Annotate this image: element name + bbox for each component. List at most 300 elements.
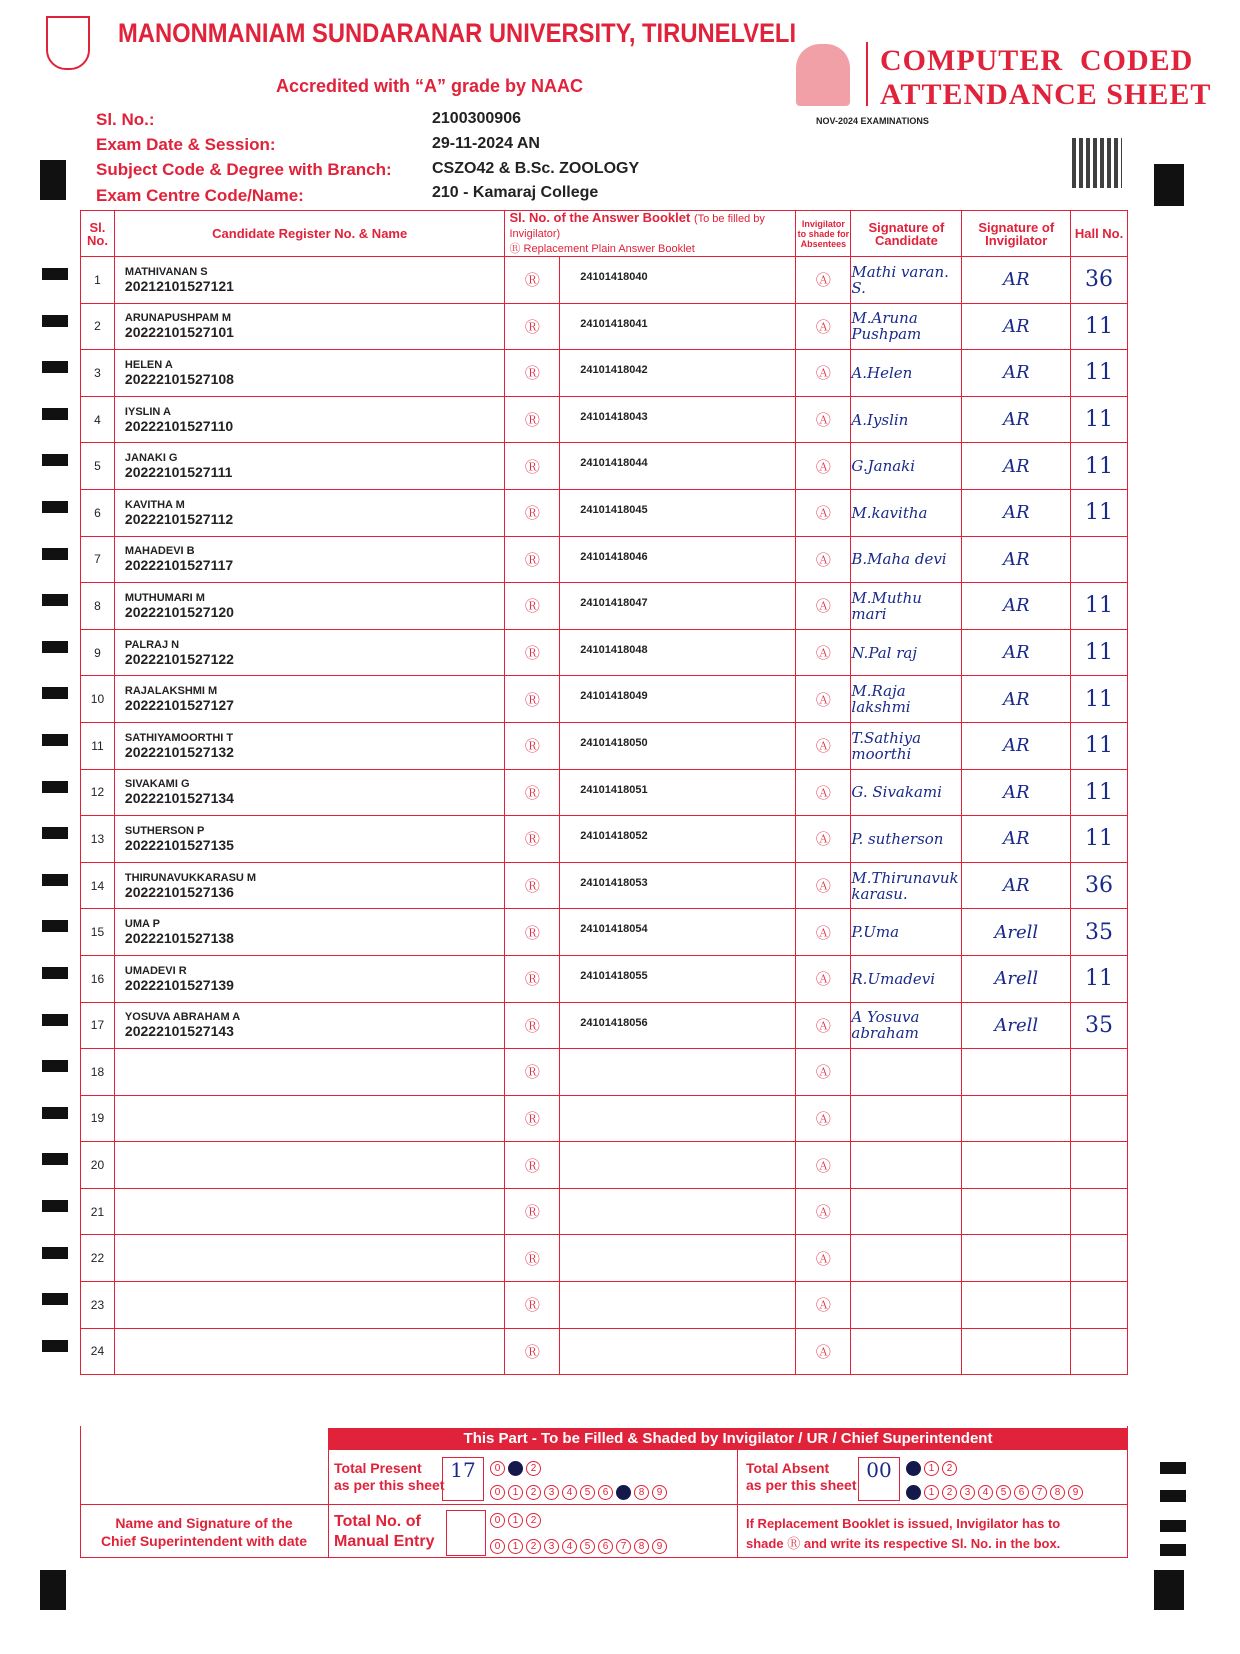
- booklet-no[interactable]: 24101418041: [560, 303, 796, 350]
- invigilator-signature[interactable]: Arell: [962, 955, 1071, 1002]
- timing-mark: [42, 1293, 68, 1305]
- accreditation: Accredited with “A” grade by NAAC: [276, 76, 584, 96]
- timing-mark: [42, 1060, 68, 1072]
- col-booklet: Sl. No. of the Answer Booklet (To be filled by Invigilator) Ⓡ Replacement Plain Answer Booklet: [505, 211, 796, 257]
- timing-mark: [42, 781, 68, 793]
- candidate-signature[interactable]: G.Janaki: [851, 443, 962, 490]
- replacement-bubble[interactable]: Ⓡ: [505, 1188, 560, 1235]
- hall-no[interactable]: 11: [1071, 722, 1128, 769]
- register-no: 20222101527117: [124, 557, 234, 574]
- col-absent: Invigilator to shade for Absentees: [796, 211, 851, 257]
- timing-mark: [42, 315, 68, 327]
- replacement-bubble[interactable]: Ⓡ: [505, 1282, 560, 1329]
- hall-no[interactable]: [1071, 1282, 1128, 1329]
- booklet-no[interactable]: [560, 1328, 796, 1375]
- table-row: [81, 1188, 1128, 1235]
- table-row: [81, 1282, 1128, 1329]
- hall-no[interactable]: 11: [1071, 303, 1128, 350]
- invigilator-signature[interactable]: Arell: [962, 909, 1071, 956]
- centre-value: 210 - Kamaraj College: [432, 184, 599, 201]
- timing-mark: [42, 408, 68, 420]
- row-sl: 18: [81, 1049, 115, 1096]
- table-row: [81, 257, 1128, 304]
- replacement-bubble[interactable]: Ⓡ: [505, 257, 560, 304]
- absent-bubble[interactable]: Ⓐ: [796, 816, 851, 863]
- candidate-name: MUTHUMARI M: [124, 591, 205, 604]
- total-present-box[interactable]: 17: [442, 1457, 484, 1501]
- hall-no[interactable]: 11: [1071, 629, 1128, 676]
- booklet-no[interactable]: 24101418051: [560, 769, 796, 816]
- invigilator-signature[interactable]: [962, 1328, 1071, 1375]
- timing-mark: [42, 734, 68, 746]
- candidate-name: SATHIYAMOORTHI T: [124, 731, 234, 744]
- replacement-bubble[interactable]: Ⓡ: [505, 1002, 560, 1049]
- replacement-bubble[interactable]: Ⓡ: [505, 629, 560, 676]
- candidate-cell: [114, 583, 505, 630]
- candidate-signature[interactable]: M.Aruna Pushpam: [851, 303, 962, 350]
- absent-bubble[interactable]: Ⓐ: [796, 676, 851, 723]
- booklet-no[interactable]: 24101418053: [560, 862, 796, 909]
- invigilator-signature[interactable]: [962, 1282, 1071, 1329]
- register-no: 20222101527120: [124, 603, 234, 620]
- hall-no[interactable]: 11: [1071, 769, 1128, 816]
- candidate-signature[interactable]: A Yosuva abraham: [851, 1002, 962, 1049]
- hall-no[interactable]: [1071, 1095, 1128, 1142]
- candidate-signature[interactable]: A.Helen: [851, 350, 962, 397]
- candidate-cell: [114, 489, 505, 536]
- absent-bubble[interactable]: Ⓐ: [796, 583, 851, 630]
- table-row: [81, 350, 1128, 397]
- candidate-signature[interactable]: Mathi varan. S.: [851, 257, 962, 304]
- absent-bubble[interactable]: Ⓐ: [796, 396, 851, 443]
- total-absent-box[interactable]: 00: [858, 1457, 900, 1501]
- row-sl: 19: [81, 1095, 115, 1142]
- absent-bubble[interactable]: Ⓐ: [796, 1002, 851, 1049]
- subject-label: Subject Code & Degree with Branch:: [96, 160, 392, 179]
- table-row: [81, 396, 1128, 443]
- booklet-no[interactable]: [560, 1142, 796, 1189]
- register-no: 20212101527121: [124, 277, 234, 294]
- candidate-signature[interactable]: N.Pal raj: [851, 629, 962, 676]
- timing-mark: [1154, 164, 1184, 206]
- total-present-label: Total Present as per this sheet: [334, 1460, 445, 1493]
- candidate-name: HELEN A: [124, 358, 173, 371]
- total-absent-label: Total Absent as per this sheet: [746, 1460, 857, 1493]
- candidate-name: MATHIVANAN S: [124, 265, 208, 278]
- booklet-no[interactable]: 24101418047: [560, 583, 796, 630]
- candidate-signature[interactable]: P.Uma: [851, 909, 962, 956]
- replacement-bubble[interactable]: Ⓡ: [505, 909, 560, 956]
- register-no: 20222101527132: [124, 743, 234, 760]
- table-row: [81, 1095, 1128, 1142]
- row-sl: 20: [81, 1142, 115, 1189]
- booklet-no[interactable]: 24101418050: [560, 722, 796, 769]
- hall-no[interactable]: 35: [1071, 1002, 1128, 1049]
- candidate-signature[interactable]: [851, 1095, 962, 1142]
- register-no: 20222101527127: [124, 697, 234, 714]
- timing-mark: [1160, 1462, 1186, 1474]
- row-sl: 16: [81, 955, 115, 1002]
- chief-superintendent-label: Name and Signature of the Chief Superintendent with date: [100, 1515, 308, 1549]
- candidate-cell: [114, 1235, 505, 1282]
- row-sl: 5: [81, 443, 115, 490]
- timing-mark: [1160, 1544, 1186, 1556]
- candidate-signature[interactable]: P. sutherson: [851, 816, 962, 863]
- booklet-no[interactable]: [560, 1282, 796, 1329]
- booklet-no[interactable]: 24101418055: [560, 955, 796, 1002]
- col-hall: Hall No.: [1071, 211, 1128, 257]
- table-row: [81, 862, 1128, 909]
- candidate-signature[interactable]: A.Iyslin: [851, 396, 962, 443]
- hall-no[interactable]: [1071, 536, 1128, 583]
- booklet-no[interactable]: [560, 1235, 796, 1282]
- replacement-bubble[interactable]: Ⓡ: [505, 1095, 560, 1142]
- register-no: 20222101527136: [124, 883, 234, 900]
- invigilator-signature[interactable]: [962, 1095, 1071, 1142]
- absent-bubble[interactable]: Ⓐ: [796, 1049, 851, 1096]
- timing-mark: [42, 1107, 68, 1119]
- absent-bubble[interactable]: Ⓐ: [796, 536, 851, 583]
- candidate-name: IYSLIN A: [124, 405, 171, 418]
- manual-units-bubbles[interactable]: 0 1 2 3 4 5 6 7 8 9: [490, 1536, 670, 1554]
- hall-no[interactable]: [1071, 1328, 1128, 1375]
- booklet-no[interactable]: 24101418040: [560, 257, 796, 304]
- absent-bubble[interactable]: Ⓐ: [796, 1095, 851, 1142]
- col-name: Candidate Register No. & Name: [114, 211, 505, 257]
- candidate-name: SIVAKAMI G: [124, 778, 190, 791]
- candidate-cell: [114, 676, 505, 723]
- row-sl: 12: [81, 769, 115, 816]
- replacement-bubble[interactable]: Ⓡ: [505, 1328, 560, 1375]
- candidate-cell: [114, 629, 505, 676]
- booklet-no[interactable]: [560, 1095, 796, 1142]
- absent-units-bubbles[interactable]: 0 1 2 3 4 5 6 7 8 9: [906, 1482, 1086, 1500]
- candidate-name: SUTHERSON P: [124, 824, 205, 837]
- hall-no[interactable]: 36: [1071, 257, 1128, 304]
- booklet-no[interactable]: 24101418054: [560, 909, 796, 956]
- candidate-cell: [114, 1049, 505, 1096]
- absent-bubble[interactable]: Ⓐ: [796, 629, 851, 676]
- table-row: [81, 443, 1128, 490]
- replacement-note: If Replacement Booklet is issued, Invigilator has to shade Ⓡ and write its respective Sl. No. in the box.: [746, 1516, 1061, 1551]
- absent-bubble[interactable]: Ⓐ: [796, 350, 851, 397]
- invigilator-signature[interactable]: Arell: [962, 1002, 1071, 1049]
- candidate-signature[interactable]: R.Umadevi: [851, 955, 962, 1002]
- candidate-signature[interactable]: [851, 1235, 962, 1282]
- table-row: [81, 676, 1128, 723]
- hall-no[interactable]: 11: [1071, 489, 1128, 536]
- timing-mark: [1154, 1570, 1184, 1610]
- timing-mark: [42, 1200, 68, 1212]
- candidate-name: UMADEVI R: [124, 964, 187, 977]
- table-row: [81, 1235, 1128, 1282]
- timing-mark: [42, 1340, 68, 1352]
- table-row: [81, 536, 1128, 583]
- register-no: 20222101527134: [124, 790, 234, 807]
- absent-bubble[interactable]: Ⓐ: [796, 443, 851, 490]
- row-sl: 23: [81, 1282, 115, 1329]
- candidate-name: ARUNAPUSHPAM M: [124, 312, 232, 325]
- register-no: 20222101527110: [124, 417, 234, 434]
- table-row: [81, 583, 1128, 630]
- present-tens-bubbles[interactable]: 0 1 2: [490, 1458, 544, 1476]
- hall-no[interactable]: 11: [1071, 443, 1128, 490]
- absent-bubble[interactable]: Ⓐ: [796, 303, 851, 350]
- candidate-cell: [114, 1142, 505, 1189]
- invigilator-signature[interactable]: AR: [962, 257, 1071, 304]
- row-sl: 10: [81, 676, 115, 723]
- booklet-no[interactable]: 24101418046: [560, 536, 796, 583]
- invigilator-signature[interactable]: AR: [962, 583, 1071, 630]
- timing-mark: [42, 454, 68, 466]
- timing-mark: [42, 687, 68, 699]
- founder-portrait: [796, 44, 850, 106]
- candidate-cell: [114, 303, 505, 350]
- invigilator-signature[interactable]: AR: [962, 489, 1071, 536]
- replacement-bubble[interactable]: Ⓡ: [505, 536, 560, 583]
- absent-bubble[interactable]: Ⓐ: [796, 1142, 851, 1189]
- candidate-signature[interactable]: M.Raja lakshmi: [851, 676, 962, 723]
- candidate-name: RAJALAKSHMI M: [124, 685, 218, 698]
- candidate-cell: [114, 443, 505, 490]
- register-no: 20222101527111: [124, 464, 233, 481]
- timing-mark: [42, 361, 68, 373]
- candidate-signature[interactable]: [851, 1049, 962, 1096]
- row-sl: 14: [81, 862, 115, 909]
- hall-no[interactable]: 11: [1071, 816, 1128, 863]
- absent-bubble[interactable]: Ⓐ: [796, 955, 851, 1002]
- replacement-bubble[interactable]: Ⓡ: [505, 1049, 560, 1096]
- replacement-bubble[interactable]: Ⓡ: [505, 396, 560, 443]
- candidate-cell: [114, 955, 505, 1002]
- candidate-cell: [114, 1282, 505, 1329]
- candidate-signature[interactable]: M.Thirunavuk karasu.: [851, 862, 962, 909]
- absent-bubble[interactable]: Ⓐ: [796, 862, 851, 909]
- present-units-bubbles[interactable]: 0 1 2 3 4 5 6 7 8 9: [490, 1482, 670, 1500]
- invigilator-signature[interactable]: AR: [962, 536, 1071, 583]
- absent-bubble[interactable]: Ⓐ: [796, 769, 851, 816]
- timing-mark: [42, 874, 68, 886]
- absent-bubble[interactable]: Ⓐ: [796, 1328, 851, 1375]
- table-row: [81, 303, 1128, 350]
- table-row: [81, 629, 1128, 676]
- table-row: [81, 1328, 1128, 1375]
- timing-mark: [1160, 1490, 1186, 1502]
- timing-mark: [42, 641, 68, 653]
- invigilator-signature[interactable]: AR: [962, 769, 1071, 816]
- booklet-no[interactable]: 24101418056: [560, 1002, 796, 1049]
- hall-no[interactable]: 36: [1071, 862, 1128, 909]
- candidate-signature[interactable]: [851, 1188, 962, 1235]
- invigilator-signature[interactable]: [962, 1049, 1071, 1096]
- candidate-cell: [114, 536, 505, 583]
- table-row: [81, 955, 1128, 1002]
- candidate-name: JANAKI G: [124, 452, 178, 465]
- candidate-name: THIRUNAVUKKARASU M: [124, 871, 257, 884]
- candidate-signature[interactable]: [851, 1282, 962, 1329]
- candidate-signature[interactable]: [851, 1142, 962, 1189]
- booklet-no[interactable]: 24101418045: [560, 489, 796, 536]
- candidate-cell: [114, 350, 505, 397]
- row-sl: 11: [81, 722, 115, 769]
- candidate-cell: [114, 909, 505, 956]
- booklet-no[interactable]: [560, 1049, 796, 1096]
- table-row: [81, 489, 1128, 536]
- candidate-cell: [114, 396, 505, 443]
- hall-no[interactable]: [1071, 1142, 1128, 1189]
- register-no: 20222101527139: [124, 976, 234, 993]
- invigilator-signature[interactable]: AR: [962, 303, 1071, 350]
- invigilator-signature[interactable]: AR: [962, 443, 1071, 490]
- table-row: [81, 1049, 1128, 1096]
- invigilator-signature[interactable]: AR: [962, 722, 1071, 769]
- invigilator-signature[interactable]: [962, 1188, 1071, 1235]
- absent-bubble[interactable]: Ⓐ: [796, 1282, 851, 1329]
- absent-bubble[interactable]: Ⓐ: [796, 722, 851, 769]
- register-no: 20222101527112: [124, 510, 234, 527]
- absent-bubble[interactable]: Ⓐ: [796, 489, 851, 536]
- manual-entry-label: Total No. of Manual Entry: [334, 1513, 435, 1550]
- candidate-signature[interactable]: B.Maha devi: [851, 536, 962, 583]
- timing-mark: [40, 160, 66, 200]
- row-sl: 7: [81, 536, 115, 583]
- row-sl: 6: [81, 489, 115, 536]
- replacement-bubble[interactable]: Ⓡ: [505, 676, 560, 723]
- table-row: [81, 1002, 1128, 1049]
- candidate-signature[interactable]: [851, 1328, 962, 1375]
- hall-no[interactable]: 11: [1071, 955, 1128, 1002]
- replacement-bubble[interactable]: Ⓡ: [505, 1142, 560, 1189]
- absent-bubble[interactable]: Ⓐ: [796, 1188, 851, 1235]
- timing-mark: [42, 1014, 68, 1026]
- invigilator-signature[interactable]: AR: [962, 676, 1071, 723]
- replacement-bubble[interactable]: Ⓡ: [505, 816, 560, 863]
- candidate-signature[interactable]: G. Sivakami: [851, 769, 962, 816]
- col-sl: Sl. No.: [81, 211, 115, 257]
- row-sl: 15: [81, 909, 115, 956]
- university-name: MANONMANIAM SUNDARANAR UNIVERSITY, TIRUNELVELI: [118, 18, 797, 48]
- candidate-cell: [114, 1095, 505, 1142]
- row-sl: 22: [81, 1235, 115, 1282]
- hall-no[interactable]: [1071, 1188, 1128, 1235]
- timing-mark: [42, 920, 68, 932]
- candidate-cell: [114, 769, 505, 816]
- timing-mark: [42, 1247, 68, 1259]
- timing-mark: [42, 594, 68, 606]
- hall-no[interactable]: 11: [1071, 583, 1128, 630]
- divider: [866, 42, 868, 106]
- replacement-bubble[interactable]: Ⓡ: [505, 443, 560, 490]
- candidate-name: UMA P: [124, 918, 160, 931]
- booklet-no[interactable]: 24101418044: [560, 443, 796, 490]
- candidate-cell: [114, 1328, 505, 1375]
- invigilator-signature[interactable]: AR: [962, 862, 1071, 909]
- candidate-name: PALRAJ N: [124, 638, 180, 651]
- candidate-cell: [114, 862, 505, 909]
- invigilator-signature[interactable]: AR: [962, 396, 1071, 443]
- candidate-cell: [114, 1002, 505, 1049]
- absent-tens-bubbles[interactable]: 0 1 2: [906, 1458, 960, 1476]
- timing-mark: [42, 501, 68, 513]
- replacement-bubble[interactable]: Ⓡ: [505, 1235, 560, 1282]
- invigilator-signature[interactable]: [962, 1235, 1071, 1282]
- absent-bubble[interactable]: Ⓐ: [796, 1235, 851, 1282]
- candidate-cell: [114, 257, 505, 304]
- booklet-no[interactable]: 24101418048: [560, 629, 796, 676]
- replacement-bubble[interactable]: Ⓡ: [505, 955, 560, 1002]
- candidate-name: MAHADEVI B: [124, 545, 195, 558]
- row-sl: 21: [81, 1188, 115, 1235]
- date-value: 29-11-2024 AN: [432, 135, 540, 152]
- booklet-no[interactable]: 24101418049: [560, 676, 796, 723]
- hall-no[interactable]: 11: [1071, 350, 1128, 397]
- subject-value: CSZO42 & B.Sc. ZOOLOGY: [432, 160, 640, 177]
- candidate-signature[interactable]: M.Muthu mari: [851, 583, 962, 630]
- sl-no-label: Sl. No.:: [96, 110, 155, 129]
- invigilator-signature[interactable]: [962, 1142, 1071, 1189]
- absent-bubble[interactable]: Ⓐ: [796, 257, 851, 304]
- footer-banner: This Part - To be Filled & Shaded by Invigilator / UR / Chief Superintendent: [328, 1428, 1128, 1450]
- replacement-bubble[interactable]: Ⓡ: [505, 489, 560, 536]
- timing-mark: [42, 548, 68, 560]
- table-row: [81, 816, 1128, 863]
- candidate-name: YOSUVA ABRAHAM A: [124, 1011, 241, 1024]
- row-sl: 17: [81, 1002, 115, 1049]
- timing-mark: [42, 1153, 68, 1165]
- date-label: Exam Date & Session:: [96, 135, 276, 154]
- manual-entry-box[interactable]: [446, 1510, 486, 1556]
- replacement-bubble[interactable]: Ⓡ: [505, 583, 560, 630]
- qr-code: [1072, 138, 1122, 188]
- hall-no[interactable]: [1071, 1235, 1128, 1282]
- invigilator-signature[interactable]: AR: [962, 816, 1071, 863]
- col-sig-cand: Signature of Candidate: [851, 211, 962, 257]
- replacement-bubble[interactable]: Ⓡ: [505, 722, 560, 769]
- sheet-title: COMPUTER CODED ATTENDANCE SHEET: [880, 44, 1212, 111]
- row-sl: 1: [81, 257, 115, 304]
- candidate-cell: [114, 722, 505, 769]
- replacement-bubble[interactable]: Ⓡ: [505, 862, 560, 909]
- hall-no[interactable]: 11: [1071, 396, 1128, 443]
- row-sl: 9: [81, 629, 115, 676]
- invigilator-signature[interactable]: AR: [962, 350, 1071, 397]
- replacement-bubble[interactable]: Ⓡ: [505, 769, 560, 816]
- replacement-bubble[interactable]: Ⓡ: [505, 303, 560, 350]
- absent-bubble[interactable]: Ⓐ: [796, 909, 851, 956]
- register-no: 20222101527122: [124, 650, 234, 667]
- timing-mark: [42, 827, 68, 839]
- register-no: 20222101527143: [124, 1023, 234, 1040]
- table-row: [81, 1142, 1128, 1189]
- replacement-bubble[interactable]: Ⓡ: [505, 350, 560, 397]
- hall-no[interactable]: [1071, 1049, 1128, 1096]
- booklet-no[interactable]: [560, 1188, 796, 1235]
- table-row: [81, 769, 1128, 816]
- manual-tens-bubbles[interactable]: 0 1 2: [490, 1510, 544, 1528]
- hall-no[interactable]: 35: [1071, 909, 1128, 956]
- candidate-signature[interactable]: T.Sathiya moorthi: [851, 722, 962, 769]
- hall-no[interactable]: 11: [1071, 676, 1128, 723]
- timing-mark: [42, 967, 68, 979]
- booklet-no[interactable]: 24101418042: [560, 350, 796, 397]
- booklet-no[interactable]: 24101418052: [560, 816, 796, 863]
- invigilator-signature[interactable]: AR: [962, 629, 1071, 676]
- booklet-no[interactable]: 24101418043: [560, 396, 796, 443]
- exam-label: NOV-2024 EXAMINATIONS: [816, 116, 929, 126]
- centre-label: Exam Centre Code/Name:: [96, 186, 304, 205]
- row-sl: 24: [81, 1328, 115, 1375]
- candidate-signature[interactable]: M.kavitha: [851, 489, 962, 536]
